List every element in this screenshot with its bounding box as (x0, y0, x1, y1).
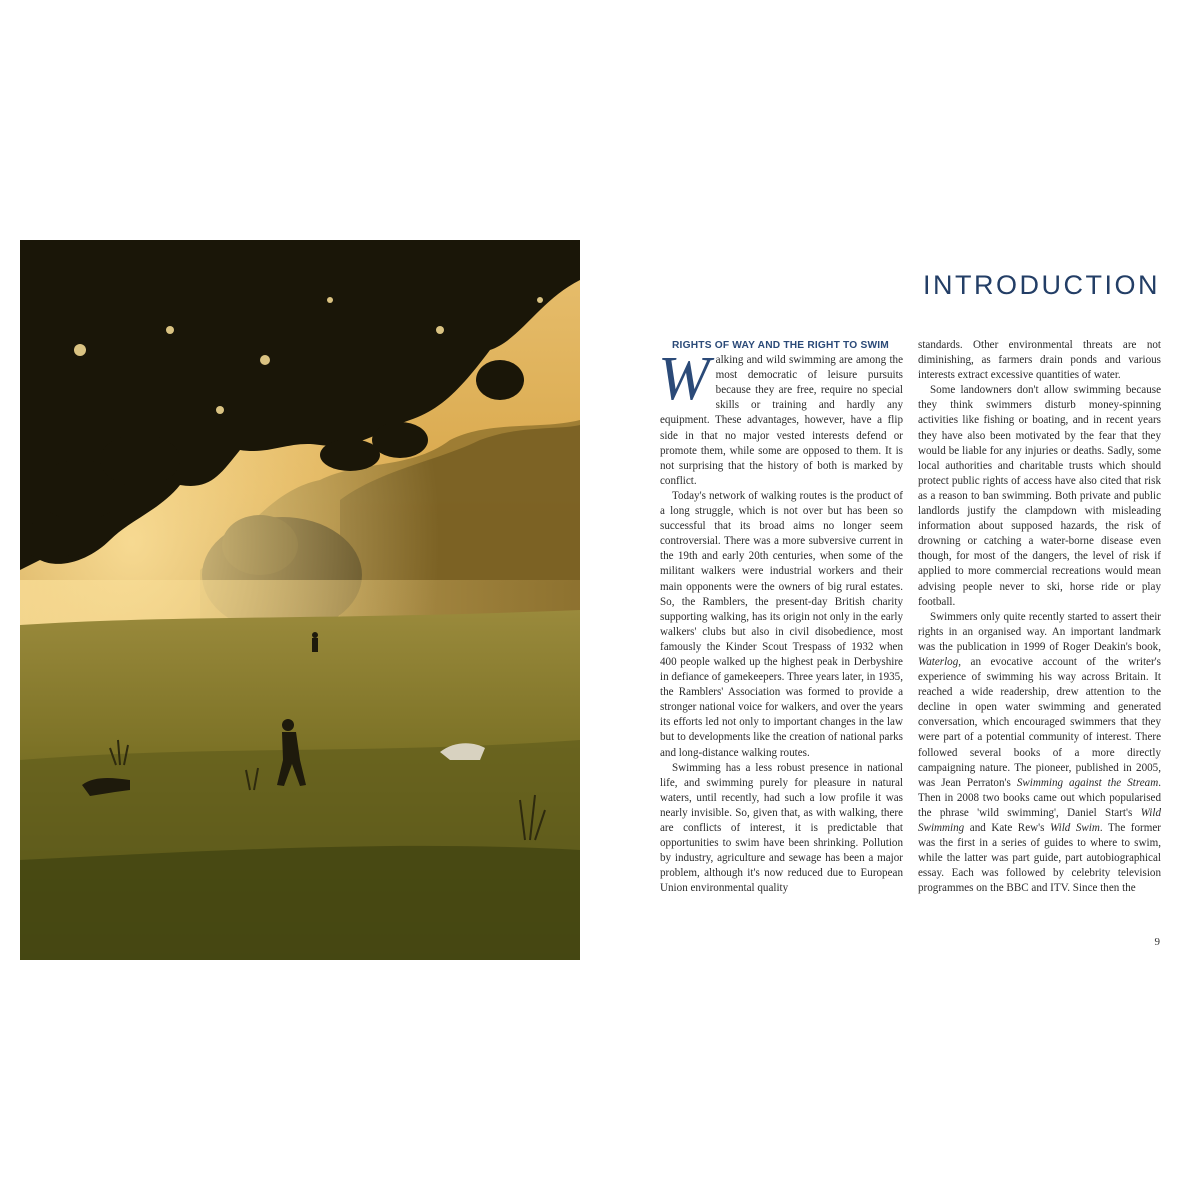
text-run: , an evocative account of the writer's experience of swimming his way across Britain. It reached a wide readership, drew attention to the decline in open water swimming and generated conversation, which encouraged swimmers that they were part of a potential community of interest. There followed several books of a more directly campaigning nature. The pioneer, published in 2005, was Jean Perraton's (918, 655, 1161, 789)
paragraph: Today's network of walking routes is the product of a long struggle, which is not over but has been so successful that its broad aims no longer seem controversial. There was a more subversive current in the 19th and early 20th centuries, when some of the militant walkers were industrial workers and their main opponents were the owners of big rural estates. So, the Ramblers, the present-day British charity supporting walking, has its origin not only in the early walkers' clubs but also in civil disobedience, most famously the Kinder Scout Trespass of 1932 when 400 people walked up the highest peak in Derbyshire in defiance of gamekeepers. Three years later, in 1935, the Ramblers' Association was formed to provide a stronger national voice for walkers, and over the years its efforts led not only to important changes in the law but to developments like the creation of national parks and long-distance walking routes. (660, 489, 903, 759)
section-subheading: RIGHTS OF WAY AND THE RIGHT TO SWIM (672, 340, 889, 351)
page-number: 9 (1154, 936, 1160, 948)
paragraph: Some landowners don't allow swimming because they think swimmers disturb money-spinning activities like fishing or boating, and in recent years they have also been motivated by the fear that they would be liable for any injuries or deaths. Sadly, some local authorities and charitable trusts which should protect public rights of access have also cited that risk as a reason to ban swimming. Both private and public landlords justify the clampdown with misleading information about supposed hazards, the risk of drowning or catching a water-borne disease even though, for most of the dangers, the level of risk if applied to more commercial recreations would mean advising people never to ski, horse ride or play football. (918, 384, 1161, 608)
text-run: and Kate Rew's (964, 822, 1050, 834)
text-run: . Then in 2008 two books came out which popularised the phrase 'wild swimming', Daniel Start's (918, 776, 1161, 819)
paragraph-text: alking and wild swimming are among the most democratic of leisure pursuits because they are free, require no special skills or training and hardly any equipment. These advantages, however, have a flip side in that no major vested interests defend or promote them, while some are opposed to them. It is not surprising that the history of both is marked by conflict. (660, 354, 903, 487)
misty-park-photo (20, 240, 580, 960)
book-title: Waterlog (918, 655, 959, 668)
paragraph: standards. Other environmental threats are not diminishing, as farmers drain ponds and various interests extract excessive quantities of water. (918, 339, 1161, 382)
page-title: INTRODUCTION (923, 270, 1160, 300)
book-title: Wild Swim (1049, 822, 1100, 834)
text-run: Swimmers only quite recently started to assert their rights in an organised way. An important landmark was the publication in 1999 of Roger Deakin's book, (918, 610, 1161, 653)
book-title: Wild Swimming (918, 806, 1161, 834)
text-column-left (660, 338, 903, 896)
drop-cap: W (658, 345, 710, 414)
text-column-right (918, 338, 1161, 896)
book-title: Swimming against the Stream (1016, 776, 1159, 789)
paragraph (918, 610, 1161, 897)
paragraph: Swimming has a less robust presence in national life, and swimming purely for pleasure in natural waters, until recently, had such a low profile it was nearly invisible. So, given that, as with walking, there are conflicts of interest, it is predictable that opportunities to swim have been shrinking. Pollution by industry, agriculture and sewage has been a major problem, although it's now reduced due to European Union environmental quality (660, 761, 903, 895)
text-run: . The former was the first in a series of guides to where to swim, while the latter was part guide, part autobiographical essay. Each was followed by celebrity television programmes on the BBC and ITV. Since then the (918, 822, 1161, 895)
